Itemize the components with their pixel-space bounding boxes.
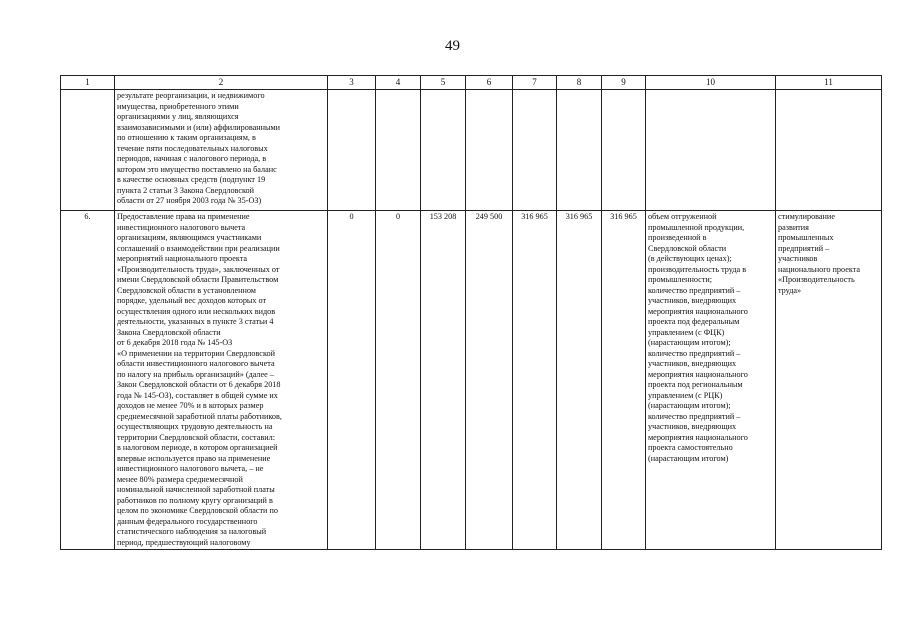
row-number: 6. <box>61 211 115 550</box>
column-header: 4 <box>376 76 421 90</box>
value-cell: 0 <box>376 211 421 550</box>
measure-description: результате реорганизации, и недвижимого имущества, приобретенного этими организациями у лиц, являющихся взаимозависимыми и (или) аффилированными по отношению к таким организациям, в течение пяти последовательных налоговых периодов, начиная с налогового периода, в котором это имущество поставлено на баланс в качестве основных средств (подпункт 19 пункта 2 статьи 3 Закона Свердловской области от 27 ноября 2003 года № 35-ОЗ) <box>115 90 328 211</box>
goal-cell <box>776 90 882 211</box>
column-header: 1 <box>61 76 115 90</box>
measures-table <box>60 75 882 550</box>
value-cell: 249 500 <box>466 211 513 550</box>
indicator-cell <box>646 90 776 211</box>
column-header: 10 <box>646 76 776 90</box>
value-cell <box>421 90 466 211</box>
value-cell <box>466 90 513 211</box>
row-number <box>61 90 115 211</box>
value-cell <box>557 90 602 211</box>
column-header: 9 <box>602 76 646 90</box>
value-cell: 316 965 <box>513 211 557 550</box>
column-header: 5 <box>421 76 466 90</box>
column-header: 6 <box>466 76 513 90</box>
value-cell <box>513 90 557 211</box>
table-row <box>61 90 882 211</box>
column-header: 2 <box>115 76 328 90</box>
goal-cell: стимулирование развития промышленных предприятий – участников национального проекта «Производительность труда» <box>776 211 882 550</box>
value-cell: 316 965 <box>557 211 602 550</box>
value-cell: 316 965 <box>602 211 646 550</box>
value-cell <box>328 90 376 211</box>
measure-description: Предоставление права на применение инвестиционного налогового вычета организациям, являющимся участниками соглашений о взаимодействии при реализации мероприятий национального проекта «Производительность труда», заключенных от имени Свердловской области Правительством Свердловской области в установленном порядке, удельный вес доходов которых от осуществления одного или нескольких видов деятельности, указанных в пункте 3 статьи 4 Закона Свердловской области от 6 декабря 2018 года № 145-ОЗ «О применении на территории Свердловской области инвестиционного налогового вычета по налогу на прибыль организаций» (далее – Закон Свердловской области от 6 декабря 2018 года № 145-ОЗ), составляет в общей сумме их доходов не менее 70% и в которых размер среднемесячной заработной платы работников, осуществляющих трудовую деятельность на территории Свердловской области, составил: в налоговом периоде, в котором организацией впервые используется право на применение инвестиционного налогового вычета, – не менее 80% размера среднемесячной номинальной начисленной заработной платы работников по полному кругу организаций в целом по экономике Свердловской области по данным федерального государственного статистического наблюдения за налоговый период, предшествующий налоговому <box>115 211 328 550</box>
value-cell <box>376 90 421 211</box>
value-cell: 0 <box>328 211 376 550</box>
column-header: 3 <box>328 76 376 90</box>
header-row <box>61 76 882 90</box>
column-header: 8 <box>557 76 602 90</box>
value-cell: 153 208 <box>421 211 466 550</box>
column-header: 7 <box>513 76 557 90</box>
value-cell <box>602 90 646 211</box>
page-number: 49 <box>445 38 460 54</box>
column-header: 11 <box>776 76 882 90</box>
table-row <box>61 211 882 550</box>
indicator-cell: объем отгруженной промышленной продукции, произведенной в Свердловской области (в действующих ценах); производительность труда в промышленности; количество предприятий – участников, внедряющих мероприятия национального проекта под федеральным управлением (с ФЦК) (нарастающим итогом); количество предприятий – участников, внедряющих мероприятия национального проекта под региональным управлением (с РЦК) (нарастающим итогом); количество предприятий – участников, внедряющих мероприятия национального проекта самостоятельно (нарастающим итогом) <box>646 211 776 550</box>
